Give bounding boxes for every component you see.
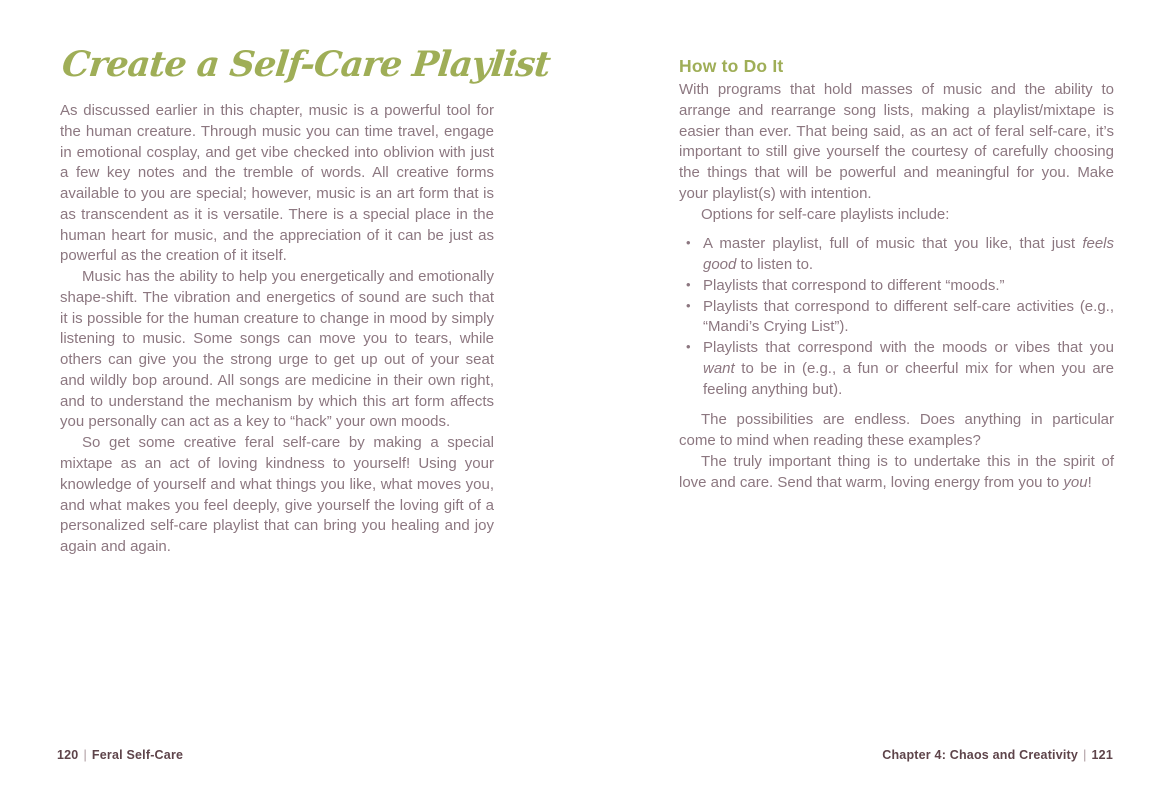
list-item: • Playlists that correspond with the moods or vibes that you want to be in (e.g., a fun or cheerful mix for when you are feeling anything but). [679,338,1114,400]
right-paragraph-1: With programs that hold masses of music and the ability to arrange and rearrange song lists, making a playlist/mixtape is easier than ever. That being said, as an act of feral self-care, it’s important to still give yourself the courtesy of carefully choosing the things that will be powerful and meaningful for you. Make your playlist(s) with intention. [679,81,1114,202]
page-number-left: 120 [57,748,79,762]
left-paragraph-3: So get some creative feral self-care by making a special mixtape as an act of loving kindness to yourself! Using your knowledge of yourself and what things you like, what moves you, and what makes you feel deeply, give yourself the loving gift of a personalized self-care playlist that can bring you healing and joy again and again. [60,434,494,556]
section-heading: How to Do It [679,56,784,76]
footer-left [57,748,183,762]
list-item: • Playlists that correspond to different self-care activities (e.g., “Mandi’s Crying List”). [679,297,1114,339]
page-right [679,56,1114,494]
right-paragraph-3: The possibilities are endless. Does anything in particular come to mind when reading these examples? [679,411,1114,450]
footer-right [882,748,1113,762]
footer-divider: | [1083,748,1087,762]
left-paragraph-2: Music has the ability to help you energetically and emotionally shape-shift. The vibration and energetics of sound are such that it is possible for the human creature to change in mood by simply listening to music. Some songs can move you to tears, while others can give you the strong urge to get up out of your seat and wildly bop around. All songs are medicine in their own right, and to understand the mechanism by which this art form affects you personally can act as a key to “hack” your own moods. [60,268,494,431]
book-title: Feral Self-Care [91,748,184,762]
page-number-right: 121 [1091,748,1113,762]
chapter-title: Chapter 4: Chaos and Creativity [882,748,1079,762]
list-item: • A master playlist, full of music that you like, that just feels good to listen to. [679,234,1114,276]
left-paragraph-1: As discussed earlier in this chapter, music is a powerful tool for the human creature. Through music you can time travel, engage in emotional cosplay, and get vibe checked into oblivion with just a few key notes and the tremble of words. All creative forms available to you are special; however, music is an art form that is as transcendent as it is versatile. There is a special place in the human heart for music, and the appreciation of it can be just as powerful as the creation of it itself. [60,102,494,265]
playlist-options-list [679,234,1114,400]
page-title: Create a Self-Care Playlist [60,44,552,85]
right-paragraph-2: Options for self-care playlists include: [701,205,950,223]
right-paragraph-4: The truly important thing is to undertake this in the spirit of love and care. Send that warm, loving energy from you to you! [679,453,1114,491]
list-item: • Playlists that correspond to different “moods.” [679,276,1114,297]
page-left [60,44,552,558]
footer-divider: | [83,748,87,762]
